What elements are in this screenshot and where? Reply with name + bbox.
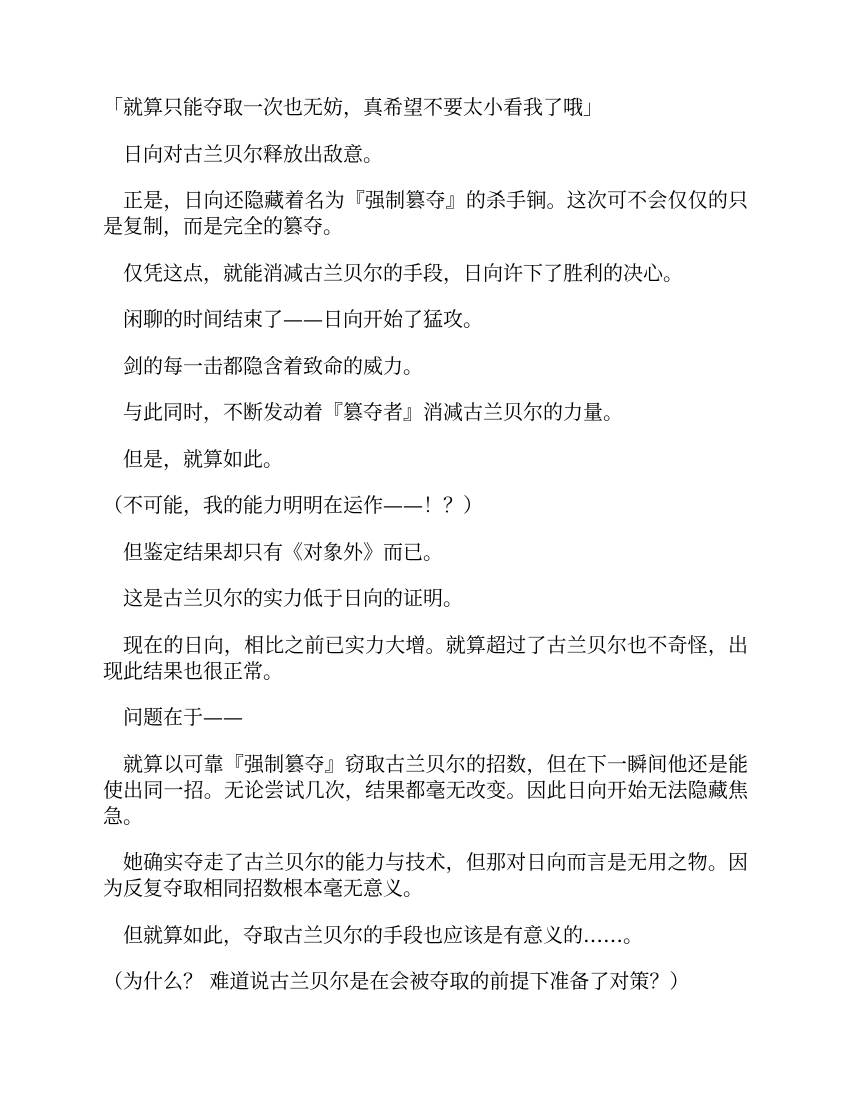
text-body xyxy=(103,94,748,1015)
paragraph-12: 现在的日向，相比之前已实力大增。就算超过了古兰贝尔也不奇怪，出现此结果也很正常。 xyxy=(103,632,748,683)
paragraph-14: 就算以可靠『强制篡夺』窃取古兰贝尔的招数，但在下一瞬间他还是能使出同一招。无论尝试几次，结果都毫无改变。因此日向开始无法隐藏焦急。 xyxy=(103,751,748,828)
paragraph-7: 与此同时，不断发动着『篡夺者』消减古兰贝尔的力量。 xyxy=(123,400,623,424)
paragraph-9: （不可能，我的能力明明在运作——！？） xyxy=(103,493,483,517)
paragraph-17: （为什么？ 难道说古兰贝尔是在会被夺取的前提下准备了对策？） xyxy=(103,969,690,993)
paragraph-8: 但是，就算如此。 xyxy=(123,446,283,471)
paragraph-1: 「就算只能夺取一次也无妨，真希望不要太小看我了哦」 xyxy=(103,95,603,119)
paragraph-16: 但就算如此，夺取古兰贝尔的手段也应该是有意义的……。 xyxy=(123,922,643,947)
paragraph-2: 日向对古兰贝尔释放出敌意。 xyxy=(123,141,383,166)
paragraph-4: 仅凭这点，就能消减古兰贝尔的手段，日向许下了胜利的决心。 xyxy=(123,260,683,285)
paragraph-15: 她确实夺走了古兰贝尔的能力与技术，但那对日向而言是无用之物。因为反复夺取相同招数根本毫无意义。 xyxy=(103,850,748,900)
paragraph-5: 闲聊的时间结束了——日向开始了猛攻。 xyxy=(123,307,483,331)
paragraph-6: 剑的每一击都隐含着致命的威力。 xyxy=(123,353,423,378)
paragraph-3: 正是，日向还隐藏着名为『强制篡夺』的杀手锏。这次可不会仅仅的只是复制，而是完全的篡夺。 xyxy=(103,188,748,238)
paragraph-11: 这是古兰贝尔的实力低于日向的证明。 xyxy=(123,586,463,610)
paragraph-13: 问题在于—— xyxy=(123,705,243,729)
paragraph-10: 但鉴定结果却只有《对象外》而已。 xyxy=(123,539,443,564)
